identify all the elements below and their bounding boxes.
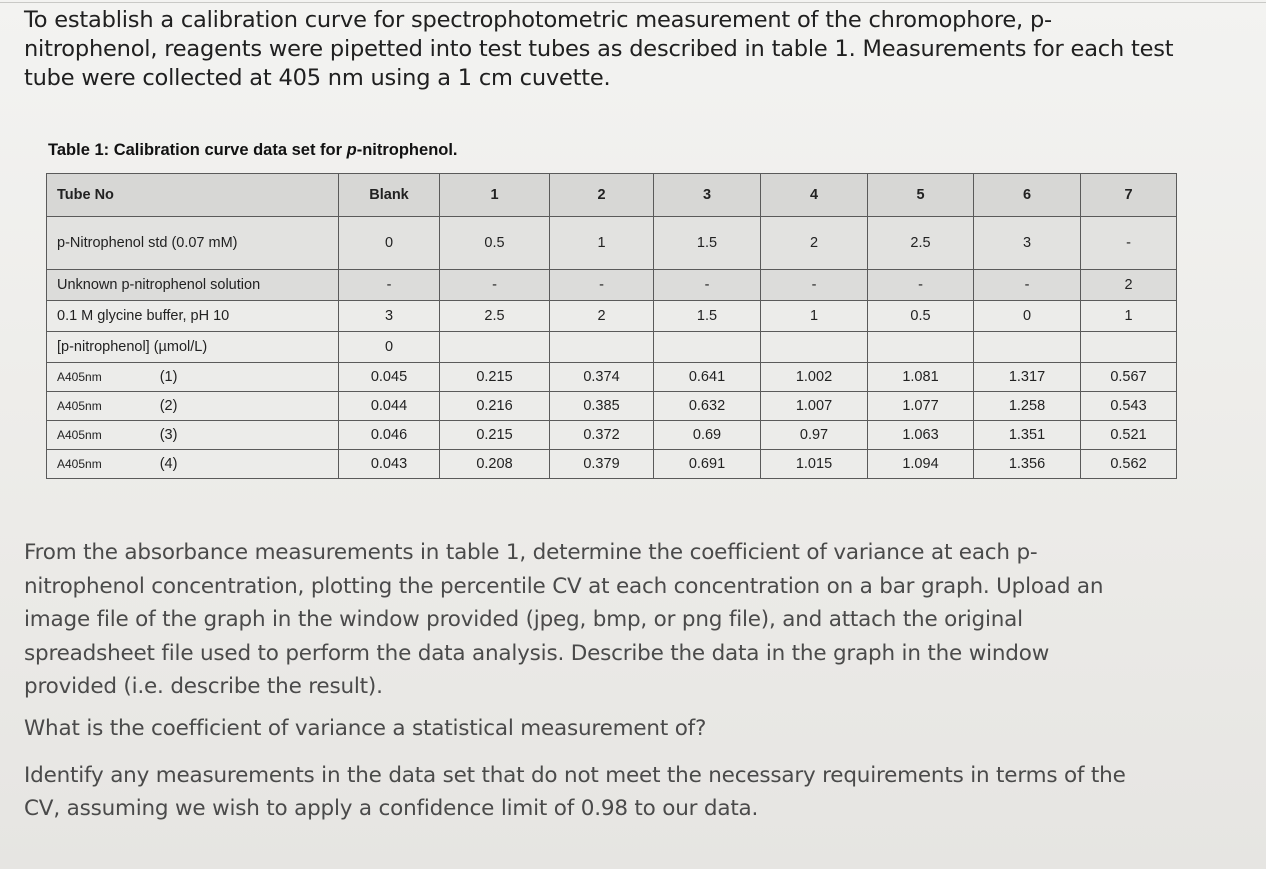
table-row-absorbance-1 [47, 363, 1177, 392]
header-cell: 4 [761, 174, 868, 217]
table-cell: 0.385 [550, 392, 654, 421]
table-cell [1081, 332, 1177, 363]
table-cell: 0.045 [339, 363, 440, 392]
table-cell [440, 332, 550, 363]
table-cell: 1.063 [868, 421, 974, 450]
table-cell: 1.356 [974, 450, 1081, 479]
table-row-absorbance-4 [47, 450, 1177, 479]
table-cell: 0.208 [440, 450, 550, 479]
intro-line-1: To establish a calibration curve for spectrophotometric measurement of the chromophore, p- [24, 7, 1052, 33]
table-cell: 3 [339, 301, 440, 332]
header-cell: Blank [339, 174, 440, 217]
top-divider [0, 2, 1266, 3]
table-cell: 0.562 [1081, 450, 1177, 479]
table-cell: 1.317 [974, 363, 1081, 392]
table-cell: 1.5 [654, 217, 761, 270]
table-cell: 1.258 [974, 392, 1081, 421]
table-cell: - [339, 270, 440, 301]
table-cell: 2 [550, 301, 654, 332]
table-cell: 1.081 [868, 363, 974, 392]
table-cell: 1 [1081, 301, 1177, 332]
replicate-label: (2) [159, 398, 178, 414]
table-row-concentration [47, 332, 1177, 363]
table-row-unknown [47, 270, 1177, 301]
question-1-line-5: provided (i.e. describe the result). [24, 674, 383, 699]
table-cell: 1.094 [868, 450, 974, 479]
table-cell: 0.567 [1081, 363, 1177, 392]
table-cell: 2 [1081, 270, 1177, 301]
table-cell: 0.5 [868, 301, 974, 332]
question-3-line-2: CV, assuming we wish to apply a confidence limit of 0.98 to our data. [24, 796, 759, 821]
table-cell: 3 [974, 217, 1081, 270]
table-cell: 0.044 [339, 392, 440, 421]
header-cell: 5 [868, 174, 974, 217]
intro-line-2: nitrophenol, reagents were pipetted into test tubes as described in table 1. Measurements for each test [24, 36, 1174, 62]
table-cell: 1.351 [974, 421, 1081, 450]
header-cell: 2 [550, 174, 654, 217]
intro-paragraph [24, 6, 1224, 93]
table-caption-prefix: Table 1: Calibration curve data set for [48, 141, 347, 159]
table-cell [654, 332, 761, 363]
header-cell: Tube No [47, 174, 339, 217]
question-2: What is the coefficient of variance a statistical measurement of? [24, 715, 707, 741]
table-cell: 0 [339, 332, 440, 363]
table-cell: 1.015 [761, 450, 868, 479]
absorbance-label: A405nm [57, 457, 102, 471]
table-row-buffer [47, 301, 1177, 332]
table-cell: 1 [761, 301, 868, 332]
table-cell: 0.97 [761, 421, 868, 450]
row-label [47, 421, 339, 450]
table-cell [761, 332, 868, 363]
table-cell: - [1081, 217, 1177, 270]
calibration-table [46, 173, 1177, 479]
table-row-absorbance-2 [47, 392, 1177, 421]
table-cell: 1 [550, 217, 654, 270]
table-caption-suffix: -nitrophenol. [356, 141, 458, 159]
table-cell: 0.046 [339, 421, 440, 450]
replicate-label: (3) [159, 427, 178, 443]
table-cell: 0.043 [339, 450, 440, 479]
table-cell [974, 332, 1081, 363]
replicate-label: (1) [159, 369, 178, 385]
header-cell: 1 [440, 174, 550, 217]
table-cell: 0.69 [654, 421, 761, 450]
table-cell: 2 [761, 217, 868, 270]
header-cell: 3 [654, 174, 761, 217]
intro-line-3: tube were collected at 405 nm using a 1 cm cuvette. [24, 65, 611, 91]
row-label: [p-nitrophenol] (µmol/L) [47, 332, 339, 363]
table-cell: 0.216 [440, 392, 550, 421]
table-cell: 0.374 [550, 363, 654, 392]
table-row-absorbance-3 [47, 421, 1177, 450]
table-cell: 1.002 [761, 363, 868, 392]
row-label [47, 363, 339, 392]
table-cell: 1.077 [868, 392, 974, 421]
table-cell [868, 332, 974, 363]
table-cell: 0.691 [654, 450, 761, 479]
question-1-line-4: spreadsheet file used to perform the data analysis. Describe the data in the graph in the window [24, 640, 1050, 666]
header-cell: 6 [974, 174, 1081, 217]
row-label: 0.1 M glycine buffer, pH 10 [47, 301, 339, 332]
question-1-line-2: nitrophenol concentration, plotting the percentile CV at each concentration on a bar graph. Upload an [24, 573, 1104, 599]
question-3-line-1: Identify any measurements in the data set that do not meet the necessary requirements in terms of the [24, 762, 1126, 788]
table-cell: 0.641 [654, 363, 761, 392]
question-1-line-3: image file of the graph in the window provided (jpeg, bmp, or png file), and attach the original [24, 607, 1023, 632]
replicate-label: (4) [159, 456, 178, 472]
row-label [47, 392, 339, 421]
table-cell: 0.372 [550, 421, 654, 450]
table-cell: 0.632 [654, 392, 761, 421]
table-cell: - [974, 270, 1081, 301]
absorbance-label: A405nm [57, 428, 102, 442]
question-1-line-1: From the absorbance measurements in table 1, determine the coefficient of variance at each p- [24, 540, 1038, 565]
table-cell: 2.5 [440, 301, 550, 332]
absorbance-label: A405nm [57, 399, 102, 413]
absorbance-label: A405nm [57, 370, 102, 384]
table-cell: 1.5 [654, 301, 761, 332]
table-caption-italic: p [346, 141, 357, 159]
table-row-std [47, 217, 1177, 270]
table-cell: 0.543 [1081, 392, 1177, 421]
table-cell: - [654, 270, 761, 301]
header-cell: 7 [1081, 174, 1177, 217]
table-cell: 2.5 [868, 217, 974, 270]
table-cell: 0.5 [440, 217, 550, 270]
table-cell: 0.379 [550, 450, 654, 479]
table-cell: - [550, 270, 654, 301]
table-cell: - [868, 270, 974, 301]
table-cell [550, 332, 654, 363]
table-cell: - [761, 270, 868, 301]
table-cell: 0 [339, 217, 440, 270]
row-label [47, 450, 339, 479]
table-caption [48, 141, 458, 160]
row-label: p-Nitrophenol std (0.07 mM) [47, 217, 339, 270]
table-cell: 0.521 [1081, 421, 1177, 450]
table-cell: 1.007 [761, 392, 868, 421]
table-header-row [47, 174, 1177, 217]
table-cell: 0.215 [440, 363, 550, 392]
table-cell: 0 [974, 301, 1081, 332]
table-cell: 0.215 [440, 421, 550, 450]
row-label: Unknown p-nitrophenol solution [47, 270, 339, 301]
table-cell: - [440, 270, 550, 301]
questions-section [24, 536, 1224, 826]
